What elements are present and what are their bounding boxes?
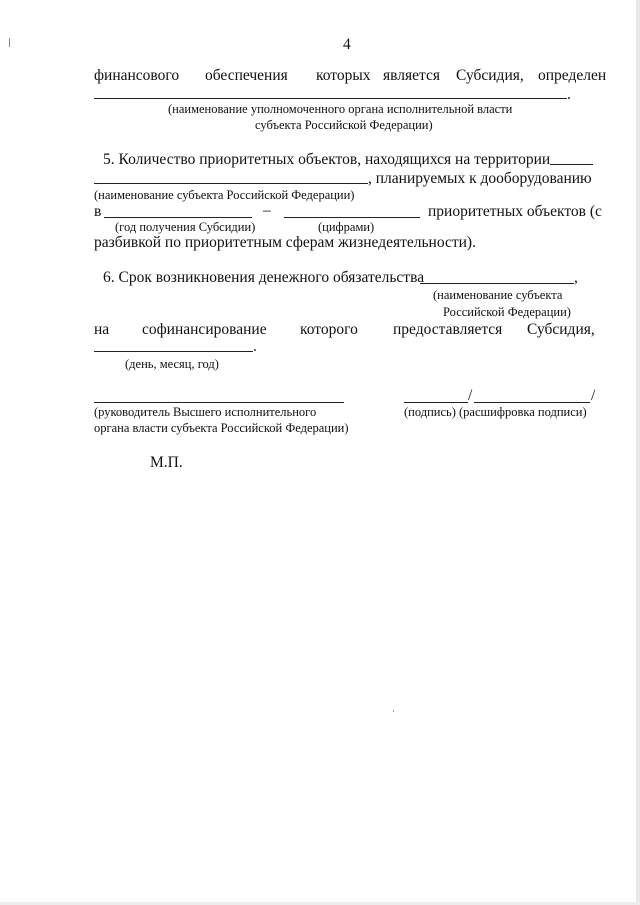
signature-slash-1: / — [468, 387, 473, 404]
s5-line-1: 5. Количество приоритетных объектов, находящихся на территории — [103, 151, 551, 168]
s4-caption-1: (наименование уполномоченного органа исполнительной власти — [168, 102, 513, 116]
s5-dash: – — [263, 202, 271, 219]
s5-line-4: разбивкой по приоритетным сферам жизнедеятельности). — [94, 234, 476, 251]
caption-head-2: органа власти субъекта Российской Федерации) — [94, 421, 349, 435]
s4-end-dot: . — [567, 86, 571, 103]
s6-end-dot: . — [253, 338, 257, 355]
scan-mark — [9, 38, 10, 47]
s6-word-5: Субсидия, — [527, 321, 595, 338]
page-number: 4 — [343, 36, 351, 53]
stamp-place: М.П. — [150, 454, 183, 471]
s6-word-1: на — [94, 321, 110, 338]
scan-speck — [393, 710, 394, 712]
s5-line-2-tail: , планируемых к дооборудованию — [368, 170, 592, 187]
s5-blank-1 — [550, 164, 593, 165]
s4-word-3: которых — [316, 67, 371, 84]
caption-signature: (подпись) (расшифровка подписи) — [404, 405, 587, 419]
s4-caption-2: субъекта Российской Федерации) — [255, 118, 433, 132]
s5-caption-digits: (цифрами) — [318, 220, 375, 234]
s5-caption-year: (год получения Субсидии) — [115, 220, 256, 234]
s4-word-6: определен — [538, 67, 607, 84]
s4-word-4: является — [383, 67, 440, 84]
s4-word-5: Субсидия, — [456, 67, 524, 84]
head-name-blank — [94, 402, 344, 403]
s5-digits-blank — [284, 217, 420, 218]
signature-slash-2: / — [591, 387, 596, 404]
s6-date-blank — [94, 351, 253, 352]
decoding-blank — [474, 402, 590, 403]
s6-word-3: которого — [300, 321, 358, 338]
s4-word-2: обеспечения — [205, 67, 288, 84]
s6-line-1: 6. Срок возникновения денежного обязательства — [103, 269, 425, 286]
s6-caption-subject-1: (наименование субъекта — [433, 288, 563, 302]
s5-in-word: в — [94, 203, 102, 220]
s6-caption-subject-2: Российской Федерации) — [443, 305, 571, 319]
s4-word-1: финансового — [94, 67, 180, 84]
scan-edge-right — [636, 0, 640, 905]
s6-word-2: софинансирование — [142, 321, 267, 338]
s6-word-4: предоставляется — [393, 321, 503, 338]
caption-head-1: (руководитель Высшего исполнительного — [94, 405, 317, 419]
signature-blank — [404, 402, 468, 403]
s6-caption-date: (день, месяц, год) — [125, 357, 219, 371]
s6-subject-blank — [420, 283, 574, 284]
s5-year-blank — [104, 217, 252, 218]
s5-objects-tail: приоритетных объектов (с — [428, 203, 602, 220]
s4-blank-line — [94, 98, 567, 99]
s5-blank-2 — [94, 183, 368, 184]
s5-caption-subject: (наименование субъекта Российской Федерации) — [94, 188, 355, 202]
s6-comma: , — [574, 269, 578, 286]
